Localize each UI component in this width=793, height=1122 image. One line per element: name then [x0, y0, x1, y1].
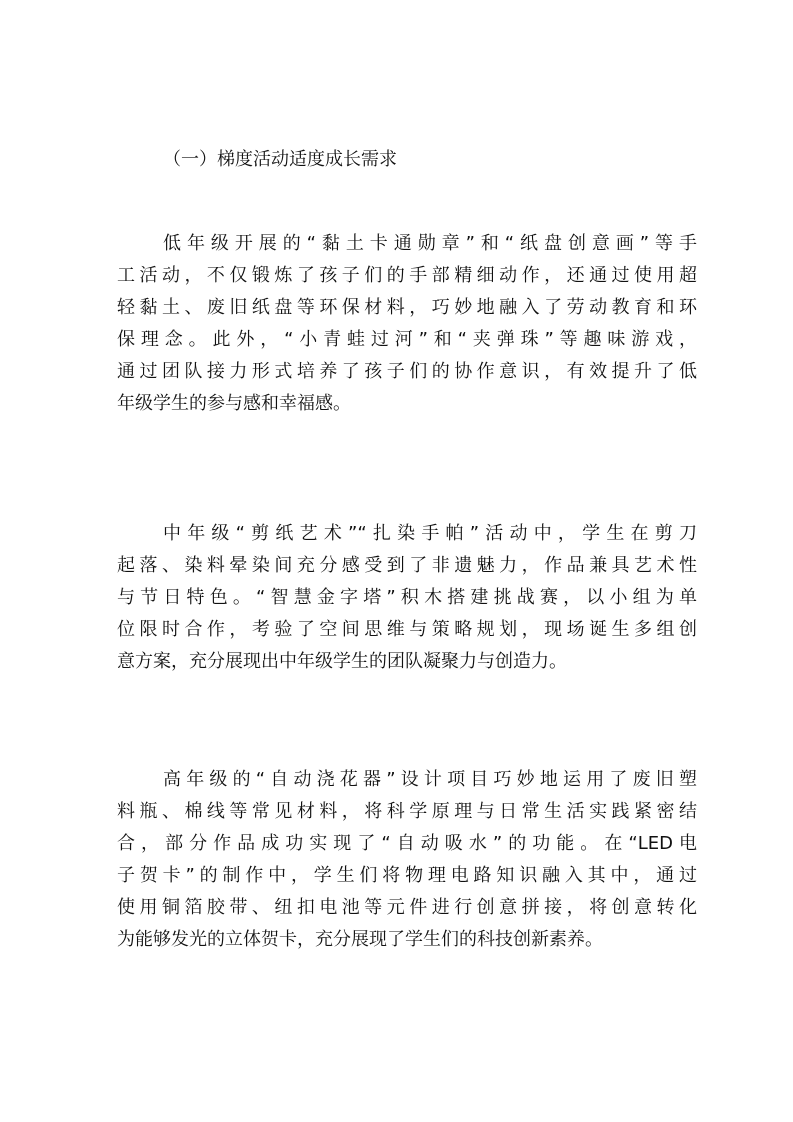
text-line: 低年级开展的“黏土卡通勋章”和“纸盘创意画”等手: [163, 233, 697, 254]
text-line: 轻黏土、废旧纸盘等环保材料，巧妙地融入了劳动教育和环: [117, 297, 697, 318]
text-line: 位限时合作，考验了空间思维与策略规划，现场诞生多组创: [117, 619, 697, 640]
text-line: 使用铜箔胶带、纽扣电池等元件进行创意拼接，将创意转化: [117, 897, 697, 918]
text-line: 高年级的“自动浇花器”设计项目巧妙地运用了废旧塑: [163, 769, 697, 790]
section-heading: （一）梯度活动适度成长需求: [163, 149, 397, 170]
text-line: 保理念。此外，“小青蛙过河”和“夹弹珠”等趣味游戏，: [117, 329, 697, 350]
text-line: 为能够发光的立体贺卡，充分展现了学生们的科技创新素养。: [117, 929, 603, 950]
text-line: 工活动，不仅锻炼了孩子们的手部精细动作，还通过使用超: [117, 265, 697, 286]
paragraph-upper-grade: [117, 764, 697, 956]
text-line: 与节日特色。“智慧金字塔”积木搭建挑战赛，以小组为单: [117, 587, 697, 608]
text-line: 中年级“剪纸艺术”“扎染手帕”活动中，学生在剪刀: [163, 523, 697, 544]
text-line: 料瓶、棉线等常见材料，将科学原理与日常生活实践紧密结: [117, 801, 697, 822]
text-line: 年级学生的参与感和幸福感。: [117, 393, 351, 414]
text-line: 意方案，充分展现出中年级学生的团队凝聚力与创造力。: [117, 651, 567, 672]
text-line: 合，部分作品成功实现了“自动吸水”的功能。在“LED电: [117, 833, 697, 854]
text-line: 起落、染料晕染间充分感受到了非遗魅力，作品兼具艺术性: [117, 555, 697, 576]
paragraph-middle-grade: [117, 518, 697, 678]
text-line: 通过团队接力形式培养了孩子们的协作意识，有效提升了低: [117, 361, 697, 382]
paragraph-lower-grade: [117, 228, 697, 420]
text-line: 子贺卡”的制作中，学生们将物理电路知识融入其中，通过: [117, 865, 697, 886]
